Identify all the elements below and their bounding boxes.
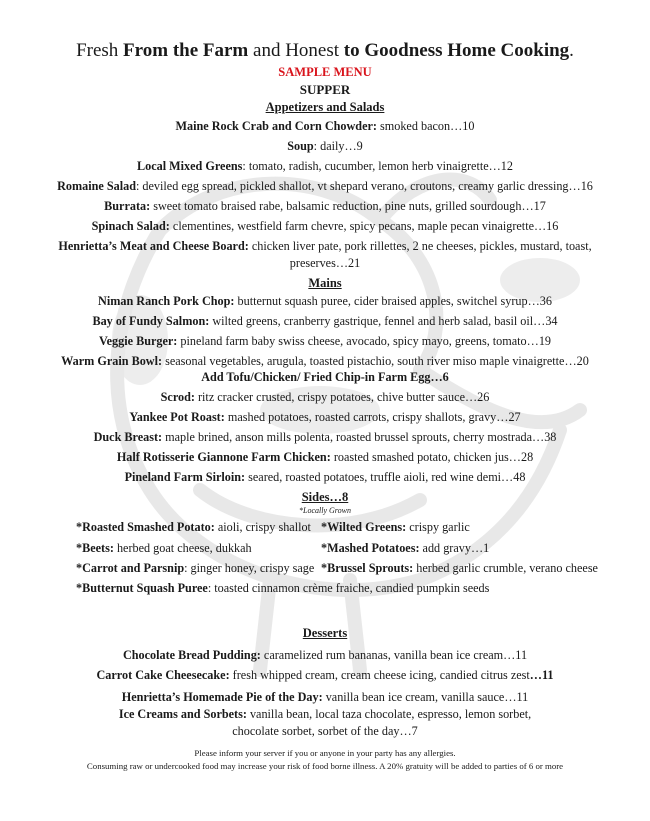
menu-item: Duck Breast: maple brined, anson mills polenta, roasted brussel sprouts, cherry mostrada…38 [93, 430, 557, 444]
menu-addon: Add Tofu/Chicken/ Fried Chip-in Farm Egg…6 [201, 370, 449, 384]
side-item: *Roasted Smashed Potato: aioli, crispy shallot [76, 520, 311, 534]
locally-grown-note: *Locally Grown [299, 506, 351, 515]
menu-item: Burrata: sweet tomato braised rabe, balsamic reduction, pine nuts, grilled sourdough…17 [104, 199, 546, 213]
menu-item: Maine Rock Crab and Corn Chowder: smoked bacon…10 [175, 119, 475, 133]
side-item: *Wilted Greens: crispy garlic [321, 520, 470, 534]
menu-item: Henrietta’s Meat and Cheese Board: chicken liver pate, pork rillettes, 2 ne cheeses, pickles, mustard, toast, [58, 239, 592, 253]
allergy-notice: Please inform your server if you or anyone in your party has any allergies. [194, 748, 456, 758]
menu-item: Half Rotisserie Giannone Farm Chicken: roasted smashed potato, chicken jus…28 [116, 450, 534, 464]
appetizers-heading: Appetizers and Salads [265, 100, 385, 114]
page-title: Fresh From the Farm and Honest to Goodness Home Cooking. [76, 40, 574, 61]
desserts-heading: Desserts [302, 626, 348, 640]
menu-item: Henrietta’s Homemade Pie of the Day: vanilla bean ice cream, vanilla sauce…11 [121, 690, 529, 704]
meal-label: SUPPER [299, 82, 351, 97]
menu-item: Local Mixed Greens: tomato, radish, cucumber, lemon herb vinaigrette…12 [137, 159, 513, 173]
menu-item: Warm Grain Bowl: seasonal vegetables, arugula, toasted pistachio, south river miso maple vinaigrette…20 [61, 354, 589, 368]
menu-item: Veggie Burger: pineland farm baby swiss cheese, avocado, spicy mayo, greens, tomato…19 [98, 334, 552, 348]
menu-item-continued: chocolate sorbet, sorbet of the day…7 [232, 724, 418, 738]
menu-item: Scrod: ritz cracker crusted, crispy potatoes, chive butter sauce…26 [160, 390, 490, 404]
menu-item: Spinach Salad: clementines, westfield farm chevre, spicy pecans, maple pecan vinaigrette…16 [91, 219, 559, 233]
menu-item: Yankee Pot Roast: mashed potatoes, roasted carrots, crispy shallots, gravy…27 [129, 410, 521, 424]
menu-item: Carrot Cake Cheesecake: fresh whipped cream, cream cheese icing, candied citrus zest…11 [96, 668, 554, 682]
menu-item: Romaine Salad: deviled egg spread, pickled shallot, vt shepard verano, croutons, creamy garlic dressing…16 [57, 179, 593, 193]
side-item: *Carrot and Parsnip: ginger honey, crispy sage [76, 561, 315, 575]
side-item: *Brussel Sprouts: herbed garlic crumble, verano cheese [321, 561, 598, 575]
menu-item: Pineland Farm Sirloin: seared, roasted potatoes, truffle aioli, red wine demi…48 [124, 470, 526, 484]
menu-item: Soup: daily…9 [287, 139, 363, 153]
menu-item: Niman Ranch Pork Chop: butternut squash puree, cider braised apples, switchel syrup…36 [98, 294, 552, 308]
side-item: *Beets: herbed goat cheese, dukkah [76, 541, 252, 555]
side-item: *Mashed Potatoes: add gravy…1 [321, 541, 490, 555]
mains-heading: Mains [308, 276, 342, 290]
menu-item-continued: preserves…21 [289, 256, 361, 270]
sample-menu-label: SAMPLE MENU [278, 65, 372, 79]
menu-item: Ice Creams and Sorbets: vanilla bean, local taza chocolate, espresso, lemon sorbet, [118, 707, 532, 721]
side-item: *Butternut Squash Puree: toasted cinnamon crème fraiche, candied pumpkin seeds [76, 581, 490, 595]
menu-item: Chocolate Bread Pudding: caramelized rum bananas, vanilla bean ice cream…11 [122, 648, 528, 662]
food-safety-notice: Consuming raw or undercooked food may increase your risk of food borne illness. A 20% gratuity will be added to parties of 6 or more [86, 761, 564, 771]
menu-item: Bay of Fundy Salmon: wilted greens, cranberry gastrique, fennel and herb salad, basil oil…34 [92, 314, 558, 328]
sides-heading: Sides…8 [301, 490, 349, 504]
